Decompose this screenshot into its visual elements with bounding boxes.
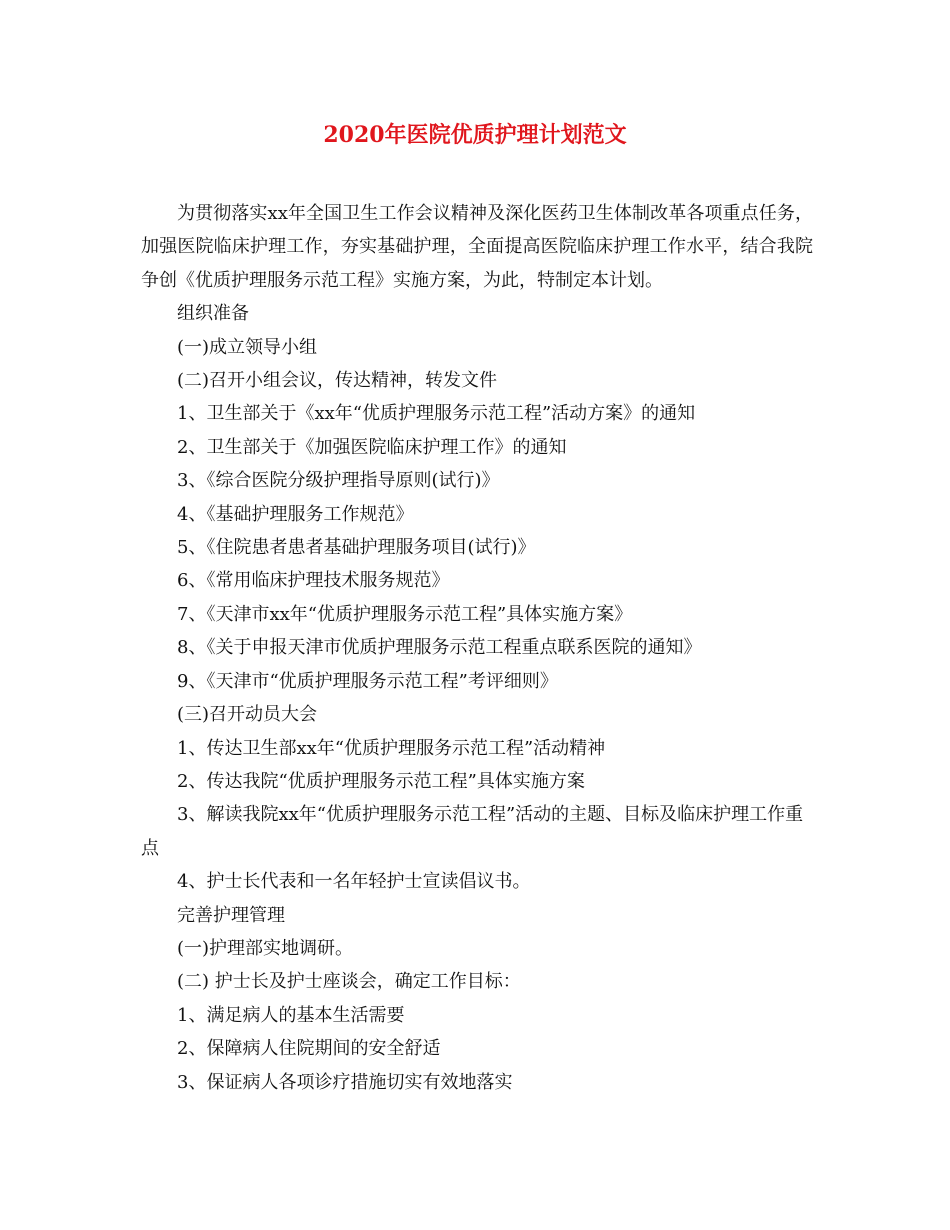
list-item: (二) 护士长及护士座谈会，确定工作目标： <box>177 971 521 993</box>
document-title: 2020年医院优质护理计划范文 <box>323 122 627 148</box>
list-item: (三)召开动员大会 <box>177 704 318 726</box>
list-item: 4、护士长代表和一名年轻护士宣读倡议书。 <box>177 871 531 893</box>
section-heading-organization: 组织准备 <box>177 303 249 325</box>
list-item: 2、传达我院“优质护理服务示范工程”具体实施方案 <box>177 770 585 792</box>
list-item: 1、传达卫生部xx年“优质护理服务示范工程”活动精神 <box>177 737 606 759</box>
list-item: 4、《基础护理服务工作规范》 <box>177 503 414 525</box>
list-item-wrapped: 3、解读我院xx年“优质护理服务示范工程”活动的主题、目标及临床护理工作重点 <box>141 804 804 859</box>
list-item: 6、《常用临床护理技术服务规范》 <box>177 570 450 592</box>
list-item: 3、《综合医院分级护理指导原则(试行)》 <box>177 470 500 492</box>
list-item: 7、《天津市xx年“优质护理服务示范工程”具体实施方案》 <box>177 603 633 625</box>
list-item: (二)召开小组会议，传达精神，转发文件 <box>177 370 498 392</box>
list-item: (一)成立领导小组 <box>177 336 318 358</box>
list-item: 5、《住院患者患者基础护理服务项目(试行)》 <box>177 537 536 559</box>
list-item: 9、《天津市“优质护理服务示范工程”考评细则》 <box>177 670 558 692</box>
list-item: 2、卫生部关于《加强医院临床护理工作》的通知 <box>177 436 567 458</box>
list-item: 1、满足病人的基本生活需要 <box>177 1004 405 1026</box>
document-body <box>141 197 813 1099</box>
section-heading-management: 完善护理管理 <box>177 904 285 926</box>
intro-paragraph: 为贯彻落实xx年全国卫生工作会议精神及深化医药卫生体制改革各项重点任务，加强医院临床护理工作，夯实基础护理，全面提高医院临床护理工作水平，结合我院争创《优质护理服务示范工程》实施方案，为此，特制定本计划。 <box>141 203 813 291</box>
list-item: 1、卫生部关于《xx年“优质护理服务示范工程”活动方案》的通知 <box>177 403 696 425</box>
list-item: 8、《关于申报天津市优质护理服务示范工程重点联系医院的通知》 <box>177 637 702 659</box>
list-item: 3、保证病人各项诊疗措施切实有效地落实 <box>177 1071 513 1093</box>
list-item: 2、保障病人住院期间的安全舒适 <box>177 1038 441 1060</box>
list-item: (一)护理部实地调研。 <box>177 937 354 959</box>
